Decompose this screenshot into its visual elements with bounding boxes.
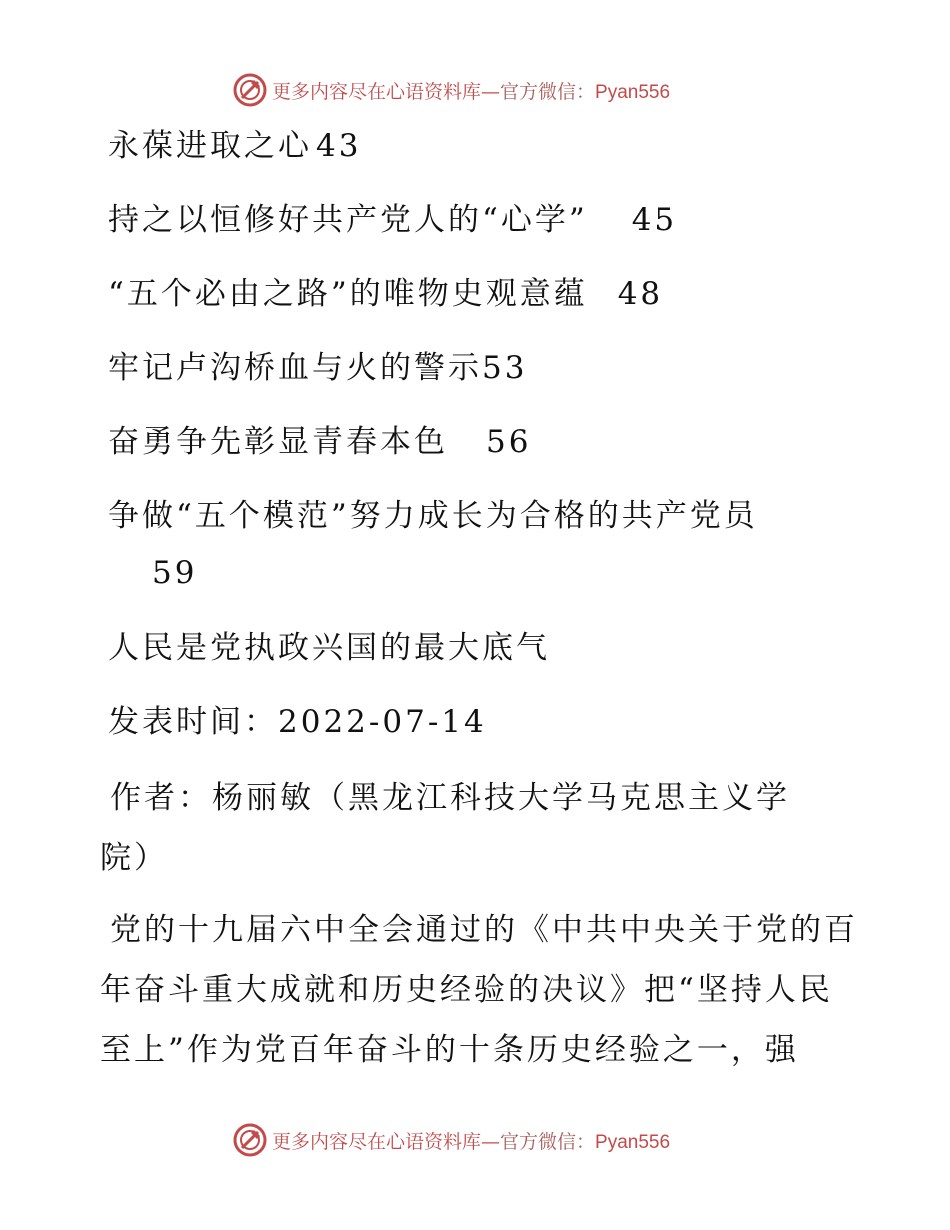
- toc-item-title: 永葆进取之心: [108, 128, 312, 164]
- watermark-wechat-id: Pyan556: [595, 81, 671, 103]
- watermark-main-text: 更多内容尽在心语资料库: [272, 80, 482, 103]
- toc-item: [108, 496, 758, 536]
- toc-item-page: 53: [482, 350, 528, 386]
- watermark-main-text: 更多内容尽在心语资料库: [272, 1130, 482, 1153]
- toc-item: [108, 274, 663, 314]
- article-title: 人民是党执政兴国的最大底气: [108, 630, 550, 666]
- author-value: 杨丽敏（黑龙江科技大学马克思主义学院）: [100, 780, 790, 876]
- article-body-paragraph: [100, 900, 860, 1080]
- toc-item-title: 牢记卢沟桥血与火的警示: [108, 350, 482, 386]
- watermark-wechat-id: Pyan556: [595, 1131, 671, 1153]
- author-label: 作者：: [110, 780, 212, 816]
- toc-item-page: 56: [486, 424, 532, 460]
- toc-item-page: 43: [316, 128, 362, 164]
- publish-date-label: 发表时间：: [108, 704, 278, 740]
- watermark-dash: —: [481, 80, 501, 103]
- seal-logo-icon: [232, 1122, 268, 1158]
- footer-watermark: [232, 1120, 670, 1160]
- toc-item-page: 59: [152, 555, 198, 591]
- toc-item-page: 48: [617, 276, 664, 312]
- toc-item-title: 持之以恒修好共产党人的“心学”: [108, 202, 588, 238]
- header-watermark: [232, 70, 670, 110]
- author-row: [100, 768, 820, 888]
- seal-logo-icon: [232, 72, 268, 108]
- article-body-text: 党的十九届六中全会通过的《中共中央关于党的百年奋斗重大成就和历史经验的决议》把“坚持人民至上”作为党百年奋斗的十条历史经验之一，强: [100, 912, 858, 1068]
- toc-item: [108, 422, 531, 462]
- toc-item: [108, 126, 361, 166]
- toc-item-title: 争做“五个模范”努力成长为合格的共产党员: [108, 498, 758, 534]
- watermark-dash: —: [481, 1130, 501, 1153]
- watermark-sub-text: 官方微信：: [500, 80, 596, 103]
- toc-item-page-wrapped: [152, 553, 197, 593]
- toc-item: [108, 200, 677, 240]
- publish-date-value: 2022-07-14: [278, 704, 487, 740]
- watermark-sub-text: 官方微信：: [500, 1130, 596, 1153]
- toc-item-page: 45: [631, 202, 678, 238]
- toc-item: [108, 348, 527, 388]
- toc-item-title: “五个必由之路”的唯物史观意蕴: [108, 276, 588, 312]
- publish-date-row: [108, 702, 487, 742]
- toc-item-title: 奋勇争先彰显青春本色: [108, 424, 448, 460]
